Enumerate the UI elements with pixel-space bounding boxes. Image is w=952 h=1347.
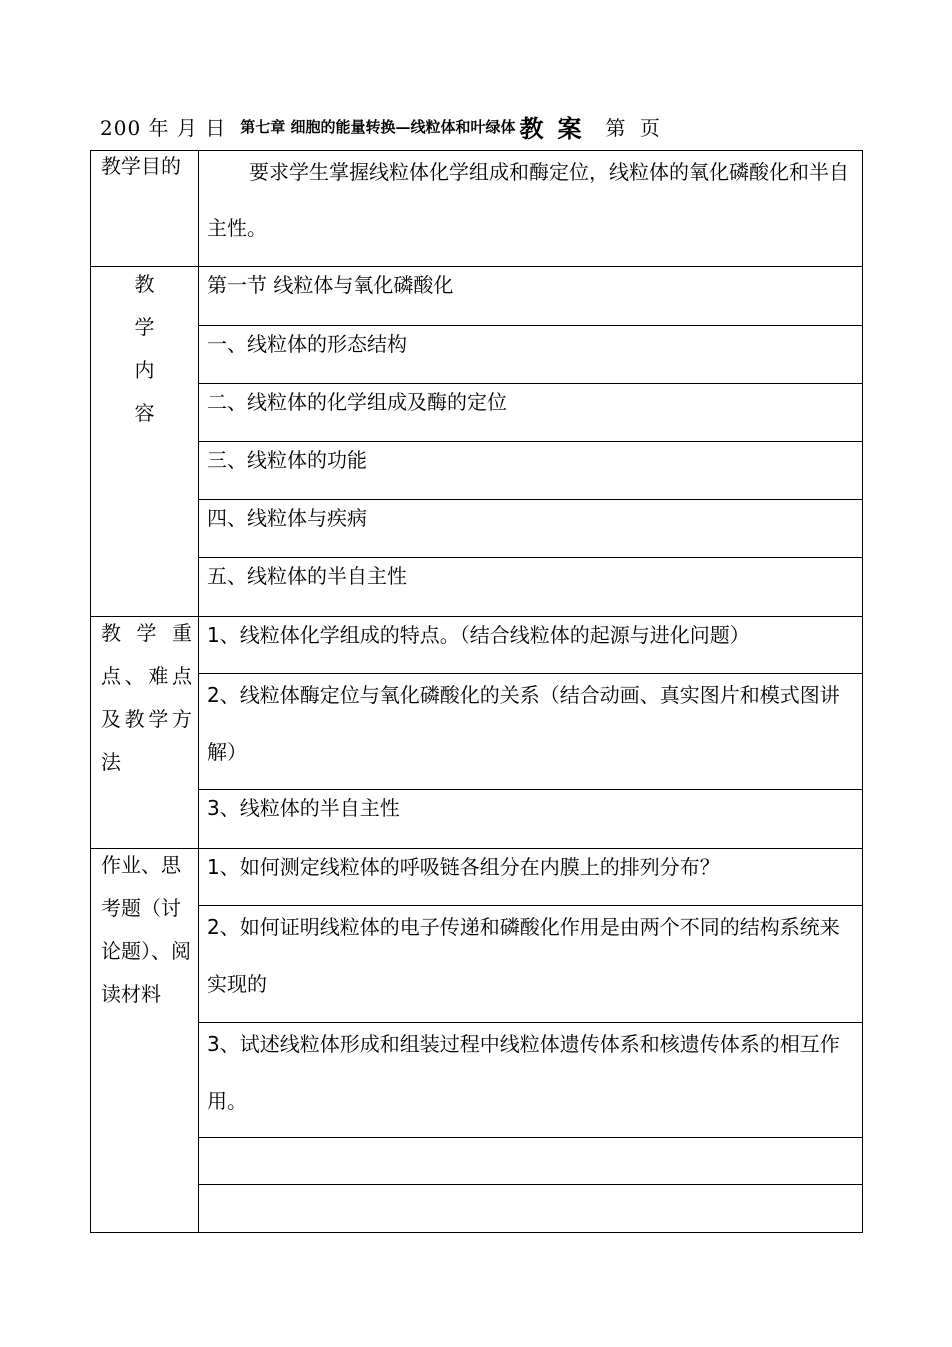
content-item: 第一节 线粒体与氧化磷酸化 [207, 273, 454, 297]
homework-item-cell [199, 1023, 863, 1138]
homework-label-cell [91, 849, 199, 1233]
homework-item-cell [199, 906, 863, 1023]
homework-item-cell [199, 1185, 863, 1233]
objective-row [91, 151, 863, 267]
header-chapter-title: 第七章 细胞的能量转换—线粒体和叶绿体 [240, 117, 516, 136]
objective-text: 要求学生掌握线粒体化学组成和酶定位，线粒体的氧化磷酸化和半自主性。 [207, 160, 849, 240]
content-item: 一、线粒体的形态结构 [207, 332, 407, 356]
homework-item: 2、如何证明线粒体的电子传递和磷酸化作用是由两个不同的结构系统来实现的 [207, 915, 840, 996]
homework-item-cell [199, 849, 863, 906]
key-point-item: 2、线粒体酶定位与氧化磷酸化的关系（结合动画、真实图片和模式图讲解） [207, 683, 840, 764]
homework-row [91, 906, 863, 1023]
homework-row [91, 1185, 863, 1233]
key-points-label-cell [91, 617, 199, 849]
content-item: 五、线粒体的半自主性 [207, 564, 407, 588]
key-point-item: 1、线粒体化学组成的特点。（结合线粒体的起源与进化问题） [207, 623, 750, 647]
content-label-char: 教 [134, 272, 155, 296]
homework-row [91, 1023, 863, 1138]
homework-item: 3、试述线粒体形成和组装过程中线粒体遗传体系和核遗传体系的相互作用。 [207, 1032, 840, 1113]
content-item: 四、线粒体与疾病 [207, 506, 367, 530]
homework-row [91, 849, 863, 906]
homework-row [91, 1138, 863, 1185]
key-point-cell [199, 617, 863, 674]
key-points-row [91, 674, 863, 790]
homework-item: 1、如何测定线粒体的呼吸链各组分在内膜上的排列分布？ [207, 855, 720, 879]
objective-text-cell [199, 151, 863, 267]
header-doc-type: 教案 [519, 113, 596, 143]
objective-label: 教学目的 [101, 154, 181, 178]
header-page-number: 第 页 [605, 115, 664, 140]
homework-label: 作业、思考题（讨论题）、阅读材料 [101, 853, 191, 1006]
content-label-char: 内 [134, 358, 155, 382]
key-point-cell [199, 674, 863, 790]
page-header [100, 108, 860, 144]
content-label [91, 263, 198, 435]
key-points-row [91, 617, 863, 674]
lesson-plan-table [90, 150, 863, 1233]
content-label-char: 学 [134, 315, 155, 339]
content-item: 三、线粒体的功能 [207, 448, 367, 472]
key-point-item: 3、线粒体的半自主性 [207, 796, 400, 820]
objective-label-cell [91, 151, 199, 267]
header-date: 200 年 月 日 [100, 115, 227, 140]
homework-item-cell [199, 1138, 863, 1185]
content-label-char: 容 [134, 401, 155, 425]
key-points-label: 教 学 重 点、难点及教学方法 [101, 621, 192, 774]
content-label-cell [91, 267, 199, 617]
content-item: 二、线粒体的化学组成及酶的定位 [207, 390, 507, 414]
